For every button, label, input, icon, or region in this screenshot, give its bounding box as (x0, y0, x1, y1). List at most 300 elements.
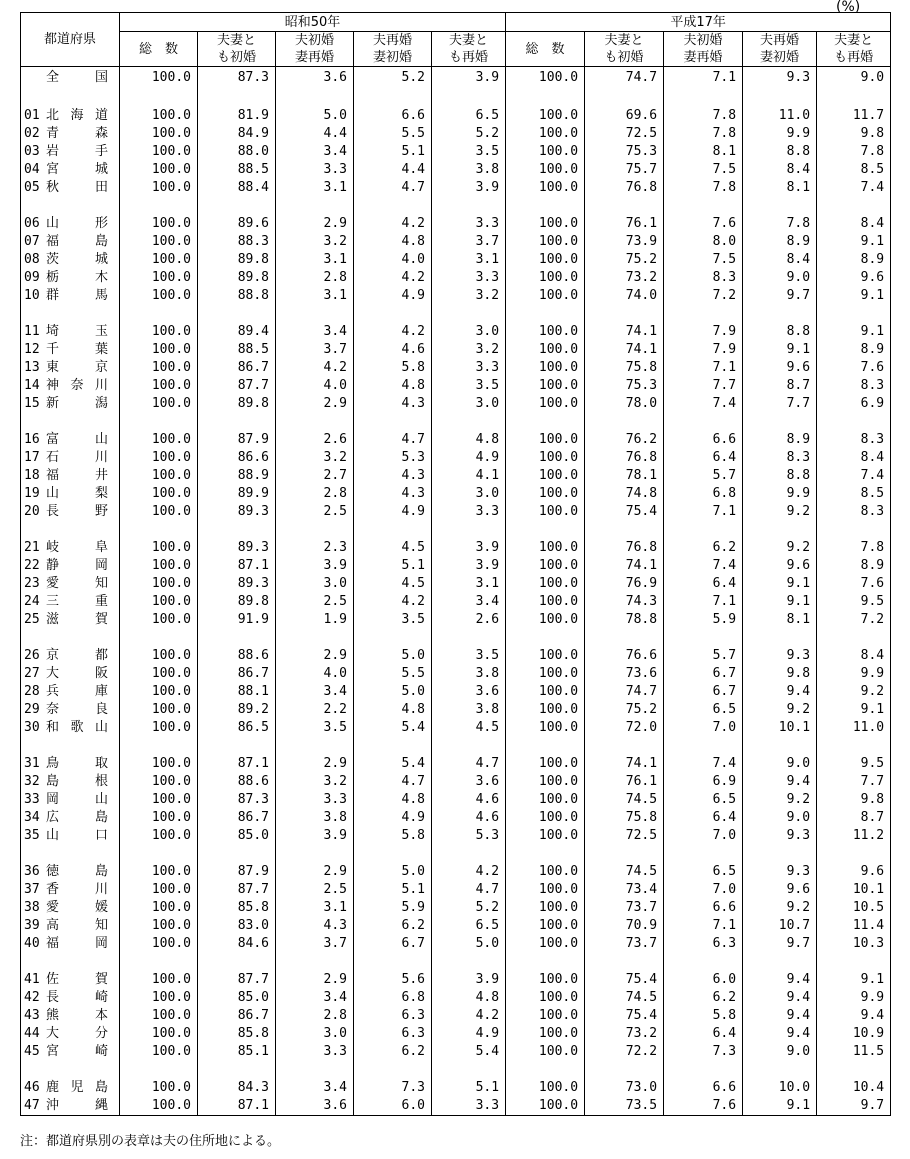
value-cell: 100.0 (120, 143, 198, 161)
prefecture-code: 04 (24, 162, 40, 177)
subcolumn-header: 夫再婚 妻初婚 (354, 32, 432, 67)
spacer-row (21, 305, 891, 323)
value-cell: 8.5 (817, 161, 891, 179)
value-cell: 9.5 (817, 755, 891, 773)
value-cell: 86.7 (198, 359, 276, 377)
value-cell: 86.6 (198, 449, 276, 467)
value-cell: 76.6 (585, 647, 664, 665)
value-cell: 100.0 (120, 971, 198, 989)
prefecture-name: 愛媛 (46, 900, 108, 915)
prefecture-code: 30 (24, 720, 40, 735)
value-cell: 3.3 (276, 791, 354, 809)
spacer-cell (585, 1061, 664, 1079)
prefecture-cell (21, 989, 120, 1007)
value-cell: 7.0 (664, 881, 743, 899)
value-cell: 5.8 (664, 1007, 743, 1025)
spacer-row (21, 953, 891, 971)
value-cell: 72.5 (585, 827, 664, 845)
value-cell: 76.9 (585, 575, 664, 593)
value-cell: 75.2 (585, 701, 664, 719)
value-cell: 75.2 (585, 251, 664, 269)
prefecture-cell (21, 1025, 120, 1043)
spacer-cell (585, 413, 664, 431)
value-cell: 9.3 (743, 827, 817, 845)
prefecture-code: 24 (24, 594, 40, 609)
spacer-cell (276, 737, 354, 755)
value-cell: 4.8 (354, 233, 432, 251)
prefecture-name: 兵庫 (46, 684, 108, 699)
spacer-cell (506, 197, 585, 215)
value-cell: 3.4 (276, 323, 354, 341)
value-cell: 4.3 (354, 395, 432, 413)
prefecture-cell (21, 161, 120, 179)
value-cell: 89.3 (198, 539, 276, 557)
spacer-cell (354, 629, 432, 647)
value-cell: 100.0 (120, 683, 198, 701)
spacer-cell (664, 413, 743, 431)
prefecture-cell (21, 701, 120, 719)
value-cell: 73.5 (585, 1097, 664, 1116)
prefecture-code: 11 (24, 324, 40, 339)
value-cell: 3.7 (276, 935, 354, 953)
prefecture-code: 33 (24, 792, 40, 807)
prefecture-cell (21, 107, 120, 125)
prefecture-cell (21, 179, 120, 197)
value-cell: 73.7 (585, 935, 664, 953)
spacer-cell (664, 629, 743, 647)
value-cell: 3.4 (276, 683, 354, 701)
prefecture-code: 25 (24, 612, 40, 627)
value-cell: 100.0 (120, 917, 198, 935)
value-cell: 73.6 (585, 665, 664, 683)
prefecture-cell (21, 269, 120, 287)
prefecture-cell (21, 143, 120, 161)
value-cell: 91.9 (198, 611, 276, 629)
prefecture-cell (21, 1079, 120, 1097)
spacer-row (21, 845, 891, 863)
spacer-cell (276, 629, 354, 647)
prefecture-cell (21, 67, 120, 90)
value-cell: 3.2 (276, 773, 354, 791)
prefecture-code: 35 (24, 828, 40, 843)
value-cell: 7.6 (817, 575, 891, 593)
table-row (21, 179, 891, 197)
value-cell: 9.4 (743, 773, 817, 791)
spacer-cell (664, 1061, 743, 1079)
value-cell: 3.7 (276, 341, 354, 359)
subcolumn-header: 夫妻と も初婚 (585, 32, 664, 67)
value-cell: 100.0 (120, 593, 198, 611)
value-cell: 9.0 (743, 269, 817, 287)
spacer-cell (432, 521, 506, 539)
prefecture-name: 島根 (46, 774, 108, 789)
value-cell: 100.0 (120, 467, 198, 485)
prefecture-code: 05 (24, 180, 40, 195)
value-cell: 100.0 (120, 215, 198, 233)
spacer-cell (198, 521, 276, 539)
value-cell: 6.5 (664, 791, 743, 809)
value-cell: 8.8 (743, 467, 817, 485)
value-cell: 5.9 (664, 611, 743, 629)
value-cell: 100.0 (120, 377, 198, 395)
value-cell: 4.0 (276, 377, 354, 395)
prefecture-name: 茨城 (46, 252, 108, 267)
value-cell: 100.0 (506, 593, 585, 611)
value-cell: 87.1 (198, 557, 276, 575)
value-cell: 3.4 (276, 143, 354, 161)
value-cell: 100.0 (506, 323, 585, 341)
spacer-cell (585, 737, 664, 755)
table-row (21, 647, 891, 665)
value-cell: 6.5 (432, 917, 506, 935)
value-cell: 2.9 (276, 395, 354, 413)
spacer-cell (743, 629, 817, 647)
value-cell: 10.5 (817, 899, 891, 917)
prefecture-cell (21, 557, 120, 575)
subcolumn-header: 夫妻と も再婚 (817, 32, 891, 67)
value-cell: 4.6 (432, 809, 506, 827)
value-cell: 74.8 (585, 485, 664, 503)
value-cell: 7.7 (664, 377, 743, 395)
value-cell: 8.8 (743, 323, 817, 341)
value-cell: 6.8 (664, 485, 743, 503)
prefecture-name: 千葉 (46, 342, 108, 357)
value-cell: 7.5 (664, 161, 743, 179)
spacer-cell (743, 413, 817, 431)
prefecture-code: 27 (24, 666, 40, 681)
value-cell: 4.7 (354, 431, 432, 449)
spacer-cell (198, 953, 276, 971)
spacer-cell (817, 845, 891, 863)
value-cell: 100.0 (506, 485, 585, 503)
spacer-cell (585, 845, 664, 863)
prefecture-code: 14 (24, 378, 40, 393)
value-cell: 100.0 (506, 899, 585, 917)
value-cell: 3.3 (432, 359, 506, 377)
value-cell: 7.9 (664, 341, 743, 359)
value-cell: 3.9 (432, 971, 506, 989)
value-cell: 4.9 (432, 1025, 506, 1043)
spacer-cell (743, 953, 817, 971)
value-cell: 5.5 (354, 125, 432, 143)
prefecture-name: 大阪 (46, 666, 108, 681)
value-cell: 9.0 (817, 67, 891, 90)
value-cell: 7.6 (817, 359, 891, 377)
value-cell: 74.1 (585, 755, 664, 773)
value-cell: 87.7 (198, 971, 276, 989)
spacer-cell (506, 1061, 585, 1079)
value-cell: 7.3 (664, 1043, 743, 1061)
spacer-cell (432, 413, 506, 431)
prefecture-name: 神奈川 (46, 378, 108, 393)
value-cell: 100.0 (120, 125, 198, 143)
value-cell: 3.8 (276, 809, 354, 827)
value-cell: 8.1 (664, 143, 743, 161)
value-cell: 100.0 (506, 755, 585, 773)
value-cell: 89.6 (198, 215, 276, 233)
spacer-cell (664, 737, 743, 755)
prefecture-code: 18 (24, 468, 40, 483)
value-cell: 84.6 (198, 935, 276, 953)
value-cell: 100.0 (506, 647, 585, 665)
value-cell: 88.3 (198, 233, 276, 251)
spacer-cell (506, 89, 585, 107)
table-row (21, 701, 891, 719)
value-cell: 4.7 (432, 755, 506, 773)
value-cell: 8.9 (817, 557, 891, 575)
prefecture-name: 岐阜 (46, 540, 108, 555)
prefecture-name: 新潟 (46, 396, 108, 411)
prefecture-name: 宮城 (46, 162, 108, 177)
value-cell: 100.0 (506, 179, 585, 197)
spacer-cell (506, 737, 585, 755)
table-row (21, 395, 891, 413)
spacer-cell (120, 845, 198, 863)
value-cell: 88.5 (198, 161, 276, 179)
subcolumn-header: 夫妻と も再婚 (432, 32, 506, 67)
subcolumn-header: 総 数 (120, 32, 198, 67)
value-cell: 100.0 (506, 1043, 585, 1061)
prefecture-cell (21, 485, 120, 503)
value-cell: 89.9 (198, 485, 276, 503)
prefecture-code: 34 (24, 810, 40, 825)
value-cell: 100.0 (506, 809, 585, 827)
value-cell: 100.0 (120, 395, 198, 413)
value-cell: 88.9 (198, 467, 276, 485)
prefecture-name: 福岡 (46, 936, 108, 951)
value-cell: 8.3 (664, 269, 743, 287)
value-cell: 4.5 (432, 719, 506, 737)
value-cell: 5.7 (664, 467, 743, 485)
value-cell: 3.6 (432, 773, 506, 791)
value-cell: 89.8 (198, 251, 276, 269)
spacer-row (21, 89, 891, 107)
marriage-ratio-table (20, 12, 891, 1116)
value-cell: 76.8 (585, 179, 664, 197)
spacer-cell (743, 737, 817, 755)
value-cell: 11.0 (817, 719, 891, 737)
value-cell: 100.0 (120, 773, 198, 791)
spacer-cell (120, 953, 198, 971)
value-cell: 87.3 (198, 791, 276, 809)
prefecture-name: 愛知 (46, 576, 108, 591)
spacer-row (21, 737, 891, 755)
value-cell: 83.0 (198, 917, 276, 935)
value-cell: 74.3 (585, 593, 664, 611)
spacer-cell (817, 413, 891, 431)
value-cell: 9.7 (743, 287, 817, 305)
value-cell: 3.4 (276, 989, 354, 1007)
value-cell: 6.6 (664, 1079, 743, 1097)
prefecture-cell (21, 809, 120, 827)
value-cell: 2.8 (276, 1007, 354, 1025)
value-cell: 2.9 (276, 755, 354, 773)
value-cell: 3.0 (432, 485, 506, 503)
value-cell: 9.0 (743, 1043, 817, 1061)
value-cell: 9.8 (817, 125, 891, 143)
value-cell: 6.7 (664, 683, 743, 701)
value-cell: 4.8 (354, 701, 432, 719)
value-cell: 3.0 (276, 575, 354, 593)
value-cell: 100.0 (506, 467, 585, 485)
value-cell: 4.8 (432, 989, 506, 1007)
value-cell: 74.7 (585, 67, 664, 90)
prefecture-cell (21, 791, 120, 809)
value-cell: 100.0 (120, 359, 198, 377)
table-row (21, 503, 891, 521)
value-cell: 100.0 (506, 449, 585, 467)
prefecture-name: 福井 (46, 468, 108, 483)
value-cell: 8.4 (817, 215, 891, 233)
value-cell: 7.9 (664, 323, 743, 341)
spacer-cell (432, 197, 506, 215)
value-cell: 7.5 (664, 251, 743, 269)
value-cell: 100.0 (120, 827, 198, 845)
value-cell: 9.4 (743, 989, 817, 1007)
spacer-cell (21, 953, 120, 971)
spacer-cell (354, 413, 432, 431)
prefecture-cell (21, 917, 120, 935)
value-cell: 7.7 (743, 395, 817, 413)
value-cell: 100.0 (120, 881, 198, 899)
spacer-cell (198, 1061, 276, 1079)
value-cell: 4.5 (354, 539, 432, 557)
prefecture-cell (21, 377, 120, 395)
prefecture-name: 埼玉 (46, 324, 108, 339)
value-cell: 78.1 (585, 467, 664, 485)
value-cell: 100.0 (120, 1097, 198, 1116)
prefecture-name: 三重 (46, 594, 108, 609)
value-cell: 100.0 (506, 701, 585, 719)
spacer-cell (21, 629, 120, 647)
value-cell: 100.0 (120, 485, 198, 503)
value-cell: 87.9 (198, 431, 276, 449)
value-cell: 75.4 (585, 1007, 664, 1025)
value-cell: 2.3 (276, 539, 354, 557)
value-cell: 3.4 (432, 593, 506, 611)
value-cell: 4.3 (354, 467, 432, 485)
prefecture-cell (21, 1097, 120, 1116)
value-cell: 100.0 (120, 899, 198, 917)
value-cell: 7.8 (817, 143, 891, 161)
value-cell: 87.9 (198, 863, 276, 881)
value-cell: 5.0 (354, 683, 432, 701)
value-cell: 3.3 (432, 269, 506, 287)
spacer-cell (120, 629, 198, 647)
prefecture-code: 41 (24, 972, 40, 987)
prefecture-cell (21, 395, 120, 413)
prefecture-code: 13 (24, 360, 40, 375)
value-cell: 100.0 (506, 233, 585, 251)
value-cell: 72.2 (585, 1043, 664, 1061)
value-cell: 9.4 (743, 1025, 817, 1043)
prefecture-name: 宮崎 (46, 1044, 108, 1059)
spacer-cell (432, 845, 506, 863)
prefecture-cell (21, 431, 120, 449)
spacer-cell (276, 845, 354, 863)
value-cell: 88.8 (198, 287, 276, 305)
value-cell: 74.1 (585, 341, 664, 359)
spacer-cell (432, 305, 506, 323)
value-cell: 100.0 (506, 503, 585, 521)
value-cell: 6.6 (664, 899, 743, 917)
value-cell: 8.7 (743, 377, 817, 395)
prefecture-code: 47 (24, 1098, 40, 1113)
value-cell: 7.1 (664, 359, 743, 377)
value-cell: 6.2 (354, 917, 432, 935)
prefecture-name: 静岡 (46, 558, 108, 573)
prefecture-cell (21, 683, 120, 701)
value-cell: 100.0 (120, 449, 198, 467)
spacer-cell (585, 629, 664, 647)
value-cell: 100.0 (506, 971, 585, 989)
value-cell: 3.2 (276, 449, 354, 467)
value-cell: 100.0 (506, 287, 585, 305)
value-cell: 89.3 (198, 503, 276, 521)
table-row (21, 863, 891, 881)
value-cell: 7.4 (817, 467, 891, 485)
value-cell: 7.2 (664, 287, 743, 305)
value-cell: 87.7 (198, 377, 276, 395)
value-cell: 9.1 (817, 701, 891, 719)
spacer-cell (664, 305, 743, 323)
value-cell: 69.6 (585, 107, 664, 125)
spacer-cell (817, 953, 891, 971)
prefecture-code: 40 (24, 936, 40, 951)
spacer-cell (21, 845, 120, 863)
value-cell: 9.8 (743, 665, 817, 683)
value-cell: 100.0 (120, 179, 198, 197)
value-cell: 6.4 (664, 809, 743, 827)
value-cell: 100.0 (506, 107, 585, 125)
table-row (21, 485, 891, 503)
prefecture-name: 秋田 (46, 180, 108, 195)
value-cell: 3.1 (276, 251, 354, 269)
subcolumn-header: 夫初婚 妻再婚 (276, 32, 354, 67)
value-cell: 2.9 (276, 215, 354, 233)
value-cell: 4.7 (432, 881, 506, 899)
value-cell: 1.9 (276, 611, 354, 629)
value-cell: 9.6 (817, 863, 891, 881)
subcolumn-header: 夫再婚 妻初婚 (743, 32, 817, 67)
value-cell: 2.8 (276, 485, 354, 503)
table-row (21, 161, 891, 179)
prefecture-code: 29 (24, 702, 40, 717)
prefecture-cell (21, 1007, 120, 1025)
prefecture-cell (21, 647, 120, 665)
value-cell: 10.7 (743, 917, 817, 935)
prefecture-name: 沖縄 (46, 1098, 108, 1113)
prefecture-code: 36 (24, 864, 40, 879)
spacer-cell (817, 521, 891, 539)
spacer-cell (432, 1061, 506, 1079)
prefecture-code: 32 (24, 774, 40, 789)
spacer-cell (21, 89, 120, 107)
value-cell: 87.3 (198, 67, 276, 90)
spacer-cell (432, 953, 506, 971)
value-cell: 100.0 (506, 1025, 585, 1043)
value-cell: 9.1 (817, 971, 891, 989)
value-cell: 9.4 (817, 1007, 891, 1025)
value-cell: 100.0 (120, 431, 198, 449)
value-cell: 4.6 (432, 791, 506, 809)
spacer-cell (506, 305, 585, 323)
value-cell: 88.6 (198, 647, 276, 665)
value-cell: 6.0 (664, 971, 743, 989)
value-cell: 100.0 (120, 251, 198, 269)
value-cell: 100.0 (120, 935, 198, 953)
value-cell: 100.0 (506, 377, 585, 395)
